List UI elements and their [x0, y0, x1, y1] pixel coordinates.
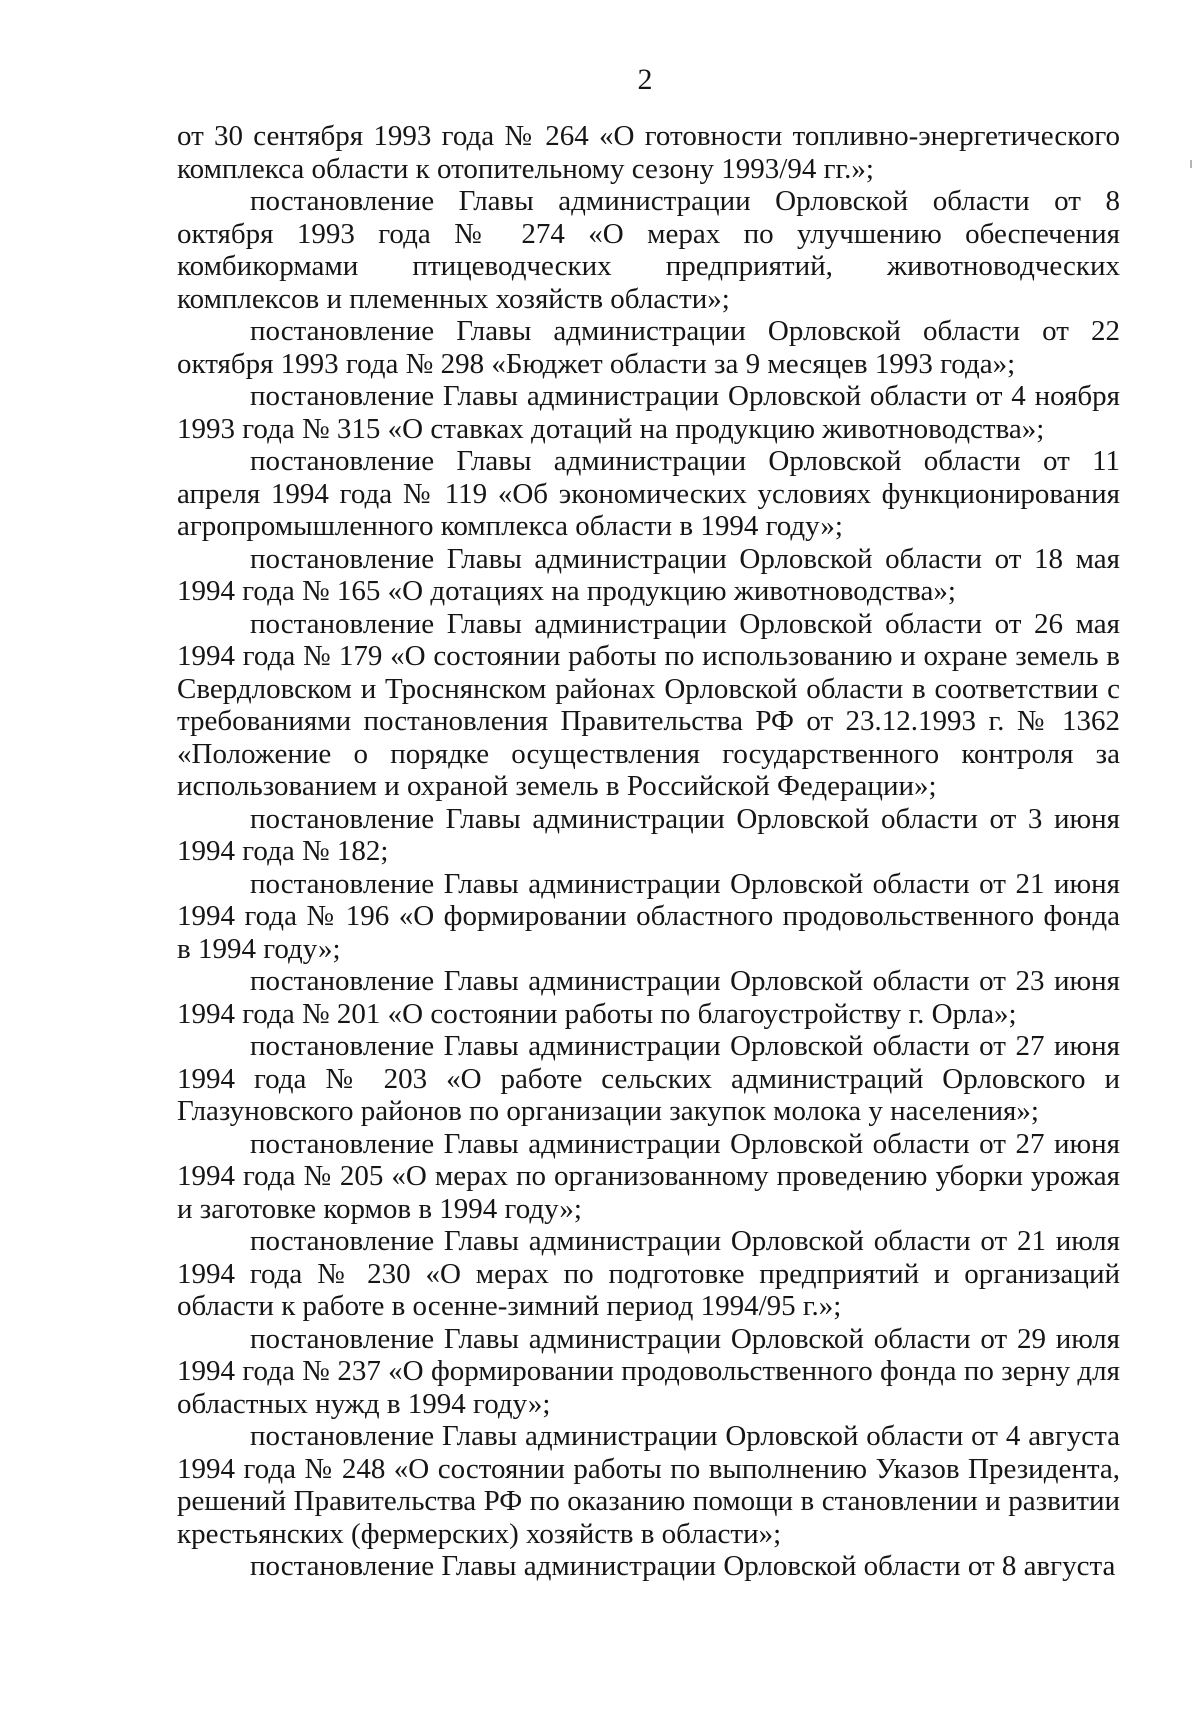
paragraph-15: постановление Главы администрации Орловской области от 4 августа 1994 года № 248 «О состоянии работы по выполнению Указов Президента, решений Правительства РФ по оказанию помощи в становлении и развитии крестьянских (фермерских) хозяйств в области»; — [177, 1420, 1120, 1550]
paragraph-13: постановление Главы администрации Орловской области от 21 июля 1994 года № 230 «О мерах по подготовке предприятий и организаций области к работе в осенне-зимний период 1994/95 г.»; — [177, 1225, 1120, 1322]
paragraph-10: постановление Главы администрации Орловской области от 23 июня 1994 года № 201 «О состоянии работы по благоустройству г. Орла»; — [177, 965, 1120, 1030]
paragraph-8: постановление Главы администрации Орловской области от 3 июня 1994 года № 182; — [177, 802, 1120, 867]
scan-margin-mark — [1190, 160, 1192, 168]
paragraph-5: постановление Главы администрации Орловской области от 11 апреля 1994 года № 119 «Об экономических условиях функционирования агропромышленного комплекса области в 1994 году»; — [177, 445, 1120, 542]
paragraph-9: постановление Главы администрации Орловской области от 21 июня 1994 года № 196 «О формировании областного продовольственного фонда в 1994 году»; — [177, 867, 1120, 965]
paragraph-11: постановление Главы администрации Орловской области от 27 июня 1994 года № 203 «О работе сельских администраций Орловского и Глазуновского районов по организации закупок молока у населения»; — [177, 1030, 1120, 1127]
paragraph-1: от 30 сентября 1993 года № 264 «О готовности топливно-энергетического комплекса области к отопительному сезону 1993/94 гг.»; — [177, 120, 1120, 185]
paragraph-3: постановление Главы администрации Орловской области от 22 октября 1993 года № 298 «Бюджет области за 9 месяцев 1993 года»; — [177, 315, 1120, 380]
page-number: 2 — [637, 63, 653, 96]
paragraph-4: постановление Главы администрации Орловской области от 4 ноября 1993 года № 315 «О ставках дотаций на продукцию животноводства»; — [177, 380, 1120, 445]
paragraph-6: постановление Главы администрации Орловской области от 18 мая 1994 года № 165 «О дотациях на продукцию животноводства»; — [177, 542, 1120, 607]
document-body — [177, 120, 1120, 1583]
paragraph-14: постановление Главы администрации Орловской области от 29 июля 1994 года № 237 «О формировании продовольственного фонда по зерну для областных нужд в 1994 году»; — [177, 1322, 1120, 1420]
paragraph-16: постановление Главы администрации Орловской области от 8 августа — [250, 1550, 1116, 1582]
paragraph-12: постановление Главы администрации Орловской области от 27 июня 1994 года № 205 «О мерах по организованному проведению уборки урожая и заготовке кормов в 1994 году»; — [177, 1127, 1120, 1225]
paragraph-7: постановление Главы администрации Орловской области от 26 мая 1994 года № 179 «О состоянии работы по использованию и охране земель в Свердловском и Троснянском районах Орловской области в соответствии с требованиями постановления Правительства РФ от 23.12.1993 г. № 1362 «Положение о порядке осуществления государственного контроля за использованием и охраной земель в Российской Федерации»; — [177, 607, 1120, 802]
paragraph-2: постановление Главы администрации Орловской области от 8 октября 1993 года № 274 «О мерах по улучшению обеспечения комбикормами птицеводческих предприятий, животноводческих комплексов и племенных хозяйств области»; — [177, 185, 1120, 315]
